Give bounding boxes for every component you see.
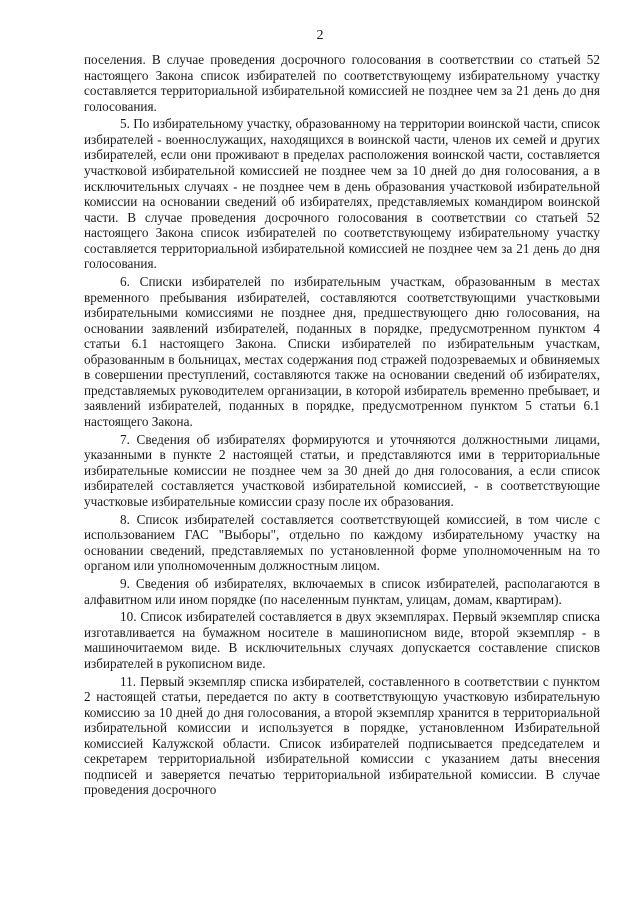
paragraph-item-11: 11. Первый экземпляр списка избирателей, составленного в соответствии с пунктом 2 настоящей статьи, передается по акту в соответствующую участковую избирательную комиссию за 10 дней до дня голосования, а второй экземпляр хранится в территориальной избирательной комиссии и используется в порядке, установленном Избирательной комиссией Калужской области. Список избирателей подписывается председателем и секретарем территориальной избирательной комиссии с указанием даты внесения подписей и заверяется печатью территориальной избирательной комиссии. В случае проведения досрочного [84,673,600,798]
paragraph-item-7: 7. Сведения об избирателях формируются и уточняются должностными лицами, указанными в пункте 2 настоящей статьи, и представляются ими в территориальные избирательные комиссии не позднее чем за 30 дней до дня голосования, а если список избирателей составляется участковой избирательной комиссией, - в соответствующие участковые избирательные комиссии сразу после их образования. [84,431,600,509]
paragraph-item-9: 9. Сведения об избирателях, включаемых в список избирателей, располагаются в алфавитном или ином порядке (по населенным пунктам, улицам, домам, квартирам). [84,575,600,607]
paragraph-item-10: 10. Список избирателей составляется в двух экземплярах. Первый экземпляр списка изготавливается на бумажном носителе в машинописном виде, второй экземпляр - в машиночитаемом виде. В исключительных случаях допускается составление списков избирателей в рукописном виде. [84,609,600,671]
paragraph-continuation: поселения. В случае проведения досрочного голосования в соответствии со статьей 52 настоящего Закона список избирателей по соответствующему избирательному участку составляется территориальной избирательной комиссией не позднее чем за 21 день до дня голосования. [84,52,600,114]
document-body [84,52,600,800]
page-number: 2 [316,28,324,43]
paragraph-item-8: 8. Список избирателей составляется соответствующей комиссией, в том числе с использованием ГАС "Выборы", отдельно по каждому избирательному участку на основании сведений, представляемых по установленной форме уполномоченным на то органом или уполномоченным должностным лицом. [84,511,600,574]
paragraph-item-5: 5. По избирательному участку, образованному на территории воинской части, список избирателей - военнослужащих, находящихся в воинской части, членов их семей и других избирателей, если они проживают в пределах расположения воинской части, составляется участковой избирательной комиссией не позднее чем за 10 дней до дня голосования, а в исключительных случаях - не позднее чем в день образования участковой избирательной комиссии на основании сведений об избирателях, представляемых командиром воинской части. В случае проведения досрочного голосования в соответствии со статьей 52 настоящего Закона список избирателей по соответствующему избирательному участку составляется территориальной избирательной комиссией не позднее чем за 21 день до дня голосования. [84,116,600,272]
paragraph-item-6: 6. Списки избирателей по избирательным участкам, образованным в местах временного пребывания избирателей, составляются соответствующими участковыми избирательными комиссиями не позднее дня, предшествующего дню голосования, на основании заявлений избирателей, поданных в порядке, предусмотренном пунктом 4 статьи 6.1 настоящего Закона. Списки избирателей по избирательным участкам, образованным в больницах, местах содержания под стражей подозреваемых и обвиняемых в совершении преступлений, составляются также на основании сведений об избирателях, представляемых руководителем организации, в которой избиратель временно пребывает, и заявлений избирателей, поданных в порядке, предусмотренном пунктом 5 статьи 6.1 настоящего Закона. [84,274,600,429]
